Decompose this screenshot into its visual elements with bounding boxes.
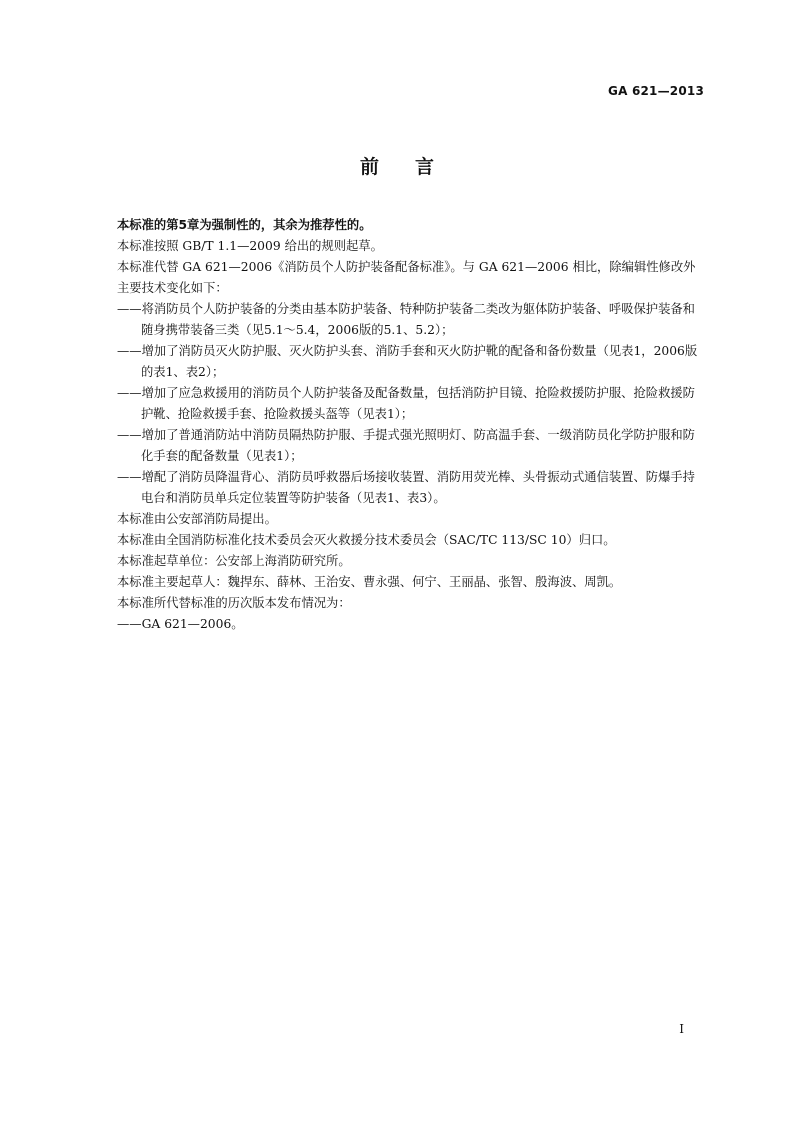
paragraph-history-item: ——GA 621—2006。 (117, 617, 244, 631)
page-title: 前言 (359, 156, 470, 178)
standard-code: GA 621—2013 (608, 84, 704, 98)
paragraph-history: 本标准所代替标准的历次版本发布情况为： (117, 596, 351, 610)
paragraph-replacement: 本标准代替 GA 621—2006《消防员个人防护装备配备标准》。与 GA 621—2006 相比，除编辑性修改外主要技术变化如下： (117, 260, 696, 295)
paragraph-proposer: 本标准由公安部消防局提出。 (117, 512, 277, 526)
foreword-body (117, 215, 707, 635)
list-item-change-2: ——增加了消防员灭火防护服、灭火防护头套、消防手套和灭火防护靴的配备和备份数量（见表1，2006版的表1、表2）； (117, 344, 698, 379)
list-item-change-4: ——增加了普通消防站中消防员隔热防护服、手提式强光照明灯、防高温手套、一级消防员化学防护服和防化手套的配备数量（见表1）； (117, 428, 695, 463)
list-item-change-3: ——增加了应急救援用的消防员个人防护装备及配备数量，包括消防护目镜、抢险救援防护服、抢险救援防护靴、抢险救援手套、抢险救援头盔等（见表1）； (117, 386, 695, 421)
list-item-change-1: ——将消防员个人防护装备的分类由基本防护装备、特种防护装备二类改为躯体防护装备、呼吸保护装备和随身携带装备三类（见5.1～5.4，2006版的5.1、5.2）； (117, 302, 695, 337)
paragraph-drafting-unit: 本标准起草单位：公安部上海消防研究所。 (117, 554, 351, 568)
paragraph-mandatory-note: 本标准的第5章为强制性的，其余为推荐性的。 (117, 218, 372, 232)
list-item-change-5: ——增配了消防员降温背心、消防员呼救器后场接收装置、消防用荧光棒、头骨振动式通信装置、防爆手持电台和消防员单兵定位装置等防护装备（见表1、表3）。 (117, 470, 695, 505)
paragraph-committee: 本标准由全国消防标准化技术委员会灭火救援分技术委员会（SAC/TC 113/SC 10）归口。 (117, 533, 616, 547)
page-number: I (679, 1022, 684, 1036)
paragraph-drafting-rules: 本标准按照 GB/T 1.1—2009 给出的规则起草。 (117, 239, 383, 253)
paragraph-drafters: 本标准主要起草人：魏捍东、薛林、王治安、曹永强、何宁、王丽晶、张智、殷海波、周凯。 (117, 575, 622, 589)
